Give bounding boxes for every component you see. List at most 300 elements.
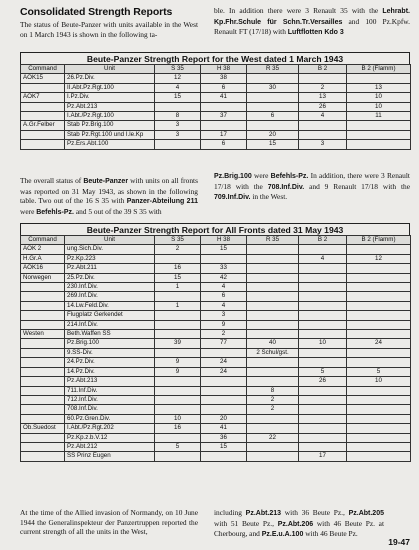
mid-paragraph-left bbox=[20, 176, 198, 217]
table2-unit-cell: 9.SS-Div. bbox=[65, 348, 155, 357]
table1-title: Beute-Panzer Strength Report for the West dated 1 March 1943 bbox=[20, 52, 410, 65]
table2-unit-cell: 711.Inf.Div. bbox=[65, 386, 155, 395]
table2-value-cell bbox=[347, 424, 411, 433]
table2-command-cell: Ob.Suedost bbox=[21, 424, 65, 433]
table2-value-cell bbox=[247, 358, 299, 367]
table2-value-cell bbox=[299, 386, 347, 395]
table2-command-cell bbox=[21, 358, 65, 367]
table2-value-cell: 9 bbox=[155, 367, 201, 376]
table2-value-cell: 9 bbox=[155, 358, 201, 367]
table2-value-cell: 15 bbox=[201, 245, 247, 254]
table2-row bbox=[21, 292, 411, 301]
table1-value-cell: 13 bbox=[299, 93, 347, 102]
table2-unit-cell: Pz.Abt.212 bbox=[65, 442, 155, 451]
table2-row bbox=[21, 264, 411, 273]
table1-value-cell bbox=[247, 102, 299, 111]
table2-value-cell bbox=[347, 311, 411, 320]
table2-value-cell bbox=[347, 405, 411, 414]
table2-title: Beute-Panzer Strength Report for All Fronts dated 31 May 1943 bbox=[20, 223, 410, 236]
table1-value-cell bbox=[247, 74, 299, 83]
mid-left-text-g: and 5 out of the 39 S 35 with bbox=[75, 206, 162, 216]
table1-value-cell: 20 bbox=[247, 130, 299, 139]
table1-command-cell bbox=[21, 102, 65, 111]
table2-unit-cell: I.Abt./Pz.Rgt.202 bbox=[65, 424, 155, 433]
table2-row bbox=[21, 254, 411, 263]
table2-row bbox=[21, 245, 411, 254]
table2-value-cell bbox=[247, 311, 299, 320]
table2-unit-cell: Pz.Kp.223 bbox=[65, 254, 155, 263]
table2-row bbox=[21, 405, 411, 414]
table2-value-cell bbox=[247, 264, 299, 273]
mid-left-bold-f: Befehls-Pz. bbox=[36, 208, 74, 216]
table1-value-cell: 13 bbox=[347, 83, 411, 92]
table2-value-cell bbox=[299, 301, 347, 310]
table2-command-cell: Norwegen bbox=[21, 273, 65, 282]
bottom-right-bold-h: Pz.E.u.A.100 bbox=[261, 531, 304, 539]
table2-command-cell bbox=[21, 395, 65, 404]
table2-unit-cell: 14.Lw.Feld.Div. bbox=[65, 301, 155, 310]
table2-row bbox=[21, 358, 411, 367]
table2-unit-cell: Beth.Waffen SS bbox=[65, 330, 155, 339]
table2-value-cell: 5 bbox=[347, 367, 411, 376]
intro-right-text-c: and 100 Pz.Kpfw. Renault FT (17/18) with bbox=[214, 16, 410, 37]
table1-grid bbox=[20, 64, 411, 150]
table2-value-cell: 24 bbox=[347, 339, 411, 348]
table1-value-cell: 37 bbox=[201, 112, 247, 121]
table1-unit-cell: Stab Pz.Rgt.100 und I.le.Kp bbox=[65, 130, 155, 139]
table2-value-cell bbox=[299, 292, 347, 301]
table2-value-cell: 20 bbox=[201, 414, 247, 423]
table2-header-cell: H 38 bbox=[201, 236, 247, 245]
intro-right-text-a: ble. In addition there were 3 Renault 35 with the bbox=[214, 6, 379, 15]
table1-command-cell bbox=[21, 130, 65, 139]
table1-row bbox=[21, 121, 411, 130]
table2-value-cell: 3 bbox=[201, 311, 247, 320]
table2-unit-cell: 24.Pz.Div. bbox=[65, 358, 155, 367]
table1-value-cell: 4 bbox=[155, 83, 201, 92]
table1-value-cell bbox=[347, 140, 411, 149]
table2-value-cell bbox=[347, 348, 411, 357]
table2-value-cell: 10 bbox=[155, 414, 201, 423]
table2-row bbox=[21, 311, 411, 320]
table1-command-cell bbox=[21, 83, 65, 92]
bottom-right-bold-b: Pz.Abt.213 bbox=[245, 510, 282, 517]
table1-command-cell bbox=[21, 112, 65, 121]
table2-row bbox=[21, 424, 411, 433]
mid-right-bold-g: 709.Inf.Div. bbox=[214, 194, 251, 202]
mid-right-bold-a: Pz.Brig.100 bbox=[214, 173, 252, 180]
mid-left-bold-d: Panzer-Abteilung 211 bbox=[126, 198, 198, 206]
table2-value-cell bbox=[155, 452, 201, 461]
table2-value-cell bbox=[347, 442, 411, 451]
table1-value-cell: 3 bbox=[155, 121, 201, 130]
table2-row bbox=[21, 395, 411, 404]
table1-value-cell: 15 bbox=[155, 93, 201, 102]
table2-value-cell bbox=[247, 452, 299, 461]
table1-value-cell: 6 bbox=[201, 83, 247, 92]
table2-value-cell: 5 bbox=[155, 442, 201, 451]
table2-value-cell: 10 bbox=[347, 377, 411, 386]
table2-command-cell: AOK16 bbox=[21, 264, 65, 273]
table2-unit-cell: 230.Inf.Div. bbox=[65, 283, 155, 292]
table2-value-cell bbox=[299, 414, 347, 423]
table2-command-cell bbox=[21, 283, 65, 292]
table2-row bbox=[21, 377, 411, 386]
table2-value-cell bbox=[247, 330, 299, 339]
table1-value-cell bbox=[299, 121, 347, 130]
table2-unit-cell: Pz.Kp.z.b.V.12 bbox=[65, 433, 155, 442]
table2-value-cell bbox=[347, 301, 411, 310]
table2-value-cell bbox=[347, 283, 411, 292]
table1-unit-cell: Pz.Ers.Abt.100 bbox=[65, 140, 155, 149]
table2-header-cell: B 2 (Flamm) bbox=[347, 236, 411, 245]
mid-left-text-a: The overall status of bbox=[20, 176, 82, 185]
table1-value-cell bbox=[347, 130, 411, 139]
table2-value-cell bbox=[155, 433, 201, 442]
table2-value-cell bbox=[247, 273, 299, 282]
table1-value-cell: 41 bbox=[201, 93, 247, 102]
table2-header-cell: B 2 bbox=[299, 236, 347, 245]
table2-command-cell bbox=[21, 311, 65, 320]
table2-value-cell bbox=[155, 405, 201, 414]
intro-right-unit-d: Luftflotten Kdo 3 bbox=[287, 29, 344, 37]
bottom-paragraph-right bbox=[214, 508, 384, 540]
table2-row bbox=[21, 283, 411, 292]
table2-command-cell: AOK 2 bbox=[21, 245, 65, 254]
table2-value-cell bbox=[347, 358, 411, 367]
table2-unit-cell: Flugplatz Gerkendet bbox=[65, 311, 155, 320]
bottom-paragraph-left bbox=[20, 508, 198, 537]
table2-row bbox=[21, 433, 411, 442]
bottom-right-text-e: with 51 Beute Pz., bbox=[214, 518, 274, 528]
table2-value-cell bbox=[347, 292, 411, 301]
table2-value-cell: 6 bbox=[201, 292, 247, 301]
table2-value-cell bbox=[201, 348, 247, 357]
table2-value-cell: 36 bbox=[201, 433, 247, 442]
table2-value-cell bbox=[247, 414, 299, 423]
table2-unit-cell: 269.Inf.Div. bbox=[65, 292, 155, 301]
table1-command-cell: AOK15 bbox=[21, 74, 65, 83]
table1-value-cell: 11 bbox=[347, 112, 411, 121]
mid-left-text-e: were bbox=[20, 206, 35, 216]
table2-value-cell bbox=[247, 245, 299, 254]
table2-unit-cell: Pz.Abt.211 bbox=[65, 264, 155, 273]
table2-command-cell bbox=[21, 339, 65, 348]
table1-unit-cell: I.Abt./Pz.Rgt.100 bbox=[65, 112, 155, 121]
intro-paragraph-right bbox=[214, 6, 410, 38]
table1-value-cell: 6 bbox=[247, 112, 299, 121]
table2-row bbox=[21, 452, 411, 461]
bottom-right-text-i: with 46 Beute Pz. bbox=[305, 529, 358, 539]
table1-row bbox=[21, 93, 411, 102]
table2-value-cell: 15 bbox=[155, 273, 201, 282]
table2-unit-cell: SS Prinz Eugen bbox=[65, 452, 155, 461]
table2-value-cell bbox=[155, 348, 201, 357]
table2-header-cell: S 35 bbox=[155, 236, 201, 245]
table1-unit-cell: Pz.Abt.213 bbox=[65, 102, 155, 111]
table2-row bbox=[21, 273, 411, 282]
table2-value-cell: 4 bbox=[201, 301, 247, 310]
table2-unit-cell: ung.Sich.Div. bbox=[65, 245, 155, 254]
table2-value-cell: 8 bbox=[247, 386, 299, 395]
table2-value-cell: 1 bbox=[155, 301, 201, 310]
table2-value-cell bbox=[299, 330, 347, 339]
table2-unit-cell: 25.Pz.Div. bbox=[65, 273, 155, 282]
table2-value-cell: 2 bbox=[247, 395, 299, 404]
table2-value-cell bbox=[299, 442, 347, 451]
intro-paragraph-left bbox=[20, 20, 198, 39]
table2-row bbox=[21, 339, 411, 348]
table2-value-cell: 2 Schul/gst. bbox=[247, 348, 299, 357]
table2-row bbox=[21, 348, 411, 357]
table1-value-cell: 8 bbox=[155, 112, 201, 121]
table1-unit-cell: Stab Pz.Brig.100 bbox=[65, 121, 155, 130]
table2-command-cell bbox=[21, 367, 65, 376]
table2-value-cell bbox=[299, 395, 347, 404]
table2-value-cell bbox=[347, 264, 411, 273]
table2-row bbox=[21, 367, 411, 376]
table2-header-cell: Command bbox=[21, 236, 65, 245]
table2-row bbox=[21, 301, 411, 310]
table2-value-cell bbox=[299, 320, 347, 329]
table2-row bbox=[21, 442, 411, 451]
table1-row bbox=[21, 130, 411, 139]
table1-command-cell: AOK7 bbox=[21, 93, 65, 102]
table2-value-cell: 4 bbox=[299, 254, 347, 263]
table2-value-cell bbox=[299, 433, 347, 442]
table2-value-cell bbox=[347, 273, 411, 282]
table2-command-cell bbox=[21, 292, 65, 301]
table1-value-cell: 38 bbox=[201, 74, 247, 83]
table1-command-cell: A.Gr.Felber bbox=[21, 121, 65, 130]
table2-header-cell: Unit bbox=[65, 236, 155, 245]
table1-header-cell: S 35 bbox=[155, 65, 201, 74]
table2-value-cell bbox=[299, 311, 347, 320]
table1-header-cell: H 38 bbox=[201, 65, 247, 74]
table1-row bbox=[21, 112, 411, 121]
table2-grid bbox=[20, 235, 411, 462]
table1-value-cell: 3 bbox=[155, 130, 201, 139]
table1-value-cell: 6 bbox=[201, 140, 247, 149]
table2-value-cell bbox=[347, 452, 411, 461]
intro-right-unit-a: Lehrabt. Kp.Fhr.Schule für Schn.Tr.Versailles bbox=[214, 8, 410, 26]
table2-command-cell: Westen bbox=[21, 330, 65, 339]
table2-value-cell bbox=[155, 386, 201, 395]
table2-value-cell: 2 bbox=[247, 405, 299, 414]
table2-value-cell: 4 bbox=[201, 283, 247, 292]
table2-command-cell bbox=[21, 301, 65, 310]
table1-value-cell bbox=[247, 121, 299, 130]
bottom-right-text-c: with 36 Beute Pz., bbox=[284, 508, 345, 517]
table2-command-cell bbox=[21, 386, 65, 395]
table1-row bbox=[21, 74, 411, 83]
table2-value-cell: 2 bbox=[201, 330, 247, 339]
table1-command-cell bbox=[21, 140, 65, 149]
table2-row bbox=[21, 320, 411, 329]
table1-value-cell: 26 bbox=[299, 102, 347, 111]
table2-value-cell bbox=[299, 358, 347, 367]
table2-value-cell bbox=[155, 320, 201, 329]
table1-row bbox=[21, 83, 411, 92]
table1-value-cell bbox=[299, 74, 347, 83]
mid-right-text-f: and 9 Renault 17/18 with the bbox=[309, 181, 410, 191]
bottom-left-text: At the time of the Allied invasion of Normandy, on 10 June 1944 the Generalinspekteur der Panzertruppen reported the current strength of all the units in the West, bbox=[20, 508, 198, 537]
table2-unit-cell: Pz.Brig.100 bbox=[65, 339, 155, 348]
table2-value-cell: 33 bbox=[201, 264, 247, 273]
table2-value-cell: 1 bbox=[155, 283, 201, 292]
table2-value-cell bbox=[201, 377, 247, 386]
mid-right-text-d: In addition, there were 3 Renault 17/18 with the bbox=[214, 171, 410, 191]
table1-value-cell: 4 bbox=[299, 112, 347, 121]
table1-value-cell: 15 bbox=[247, 140, 299, 149]
table2-command-cell bbox=[21, 433, 65, 442]
table2-value-cell bbox=[247, 424, 299, 433]
bottom-right-text-a: including bbox=[214, 508, 242, 517]
table2-value-cell: 2 bbox=[155, 245, 201, 254]
table2-value-cell bbox=[299, 283, 347, 292]
table1-value-cell bbox=[247, 93, 299, 102]
table2-value-cell: 16 bbox=[155, 264, 201, 273]
table2-value-cell bbox=[201, 452, 247, 461]
table2-value-cell bbox=[155, 292, 201, 301]
page-number: 19-47 bbox=[388, 537, 410, 547]
table1-header-cell: Command bbox=[21, 65, 65, 74]
table1-value-cell: 10 bbox=[347, 102, 411, 111]
mid-left-bold-b: Beute-Panzer bbox=[83, 178, 129, 185]
table2-value-cell bbox=[347, 245, 411, 254]
table2-value-cell: 10 bbox=[299, 339, 347, 348]
table2-value-cell: 22 bbox=[247, 433, 299, 442]
table2-value-cell bbox=[347, 433, 411, 442]
bottom-right-bold-d: Pz.Abt.205 bbox=[348, 510, 384, 517]
table2-value-cell: 16 bbox=[155, 424, 201, 433]
table2-command-cell bbox=[21, 348, 65, 357]
table2-value-cell: 77 bbox=[201, 339, 247, 348]
table2-value-cell bbox=[299, 405, 347, 414]
table2-value-cell bbox=[299, 273, 347, 282]
table2-value-cell bbox=[247, 254, 299, 263]
bottom-right-bold-f: Pz.Abt.206 bbox=[277, 520, 314, 528]
mid-paragraph-right bbox=[214, 171, 410, 203]
table2-row bbox=[21, 386, 411, 395]
table1-value-cell bbox=[201, 102, 247, 111]
table2-value-cell: 15 bbox=[201, 442, 247, 451]
table2-value-cell bbox=[347, 395, 411, 404]
table2-header-row bbox=[21, 236, 411, 245]
table1-value-cell bbox=[155, 102, 201, 111]
table1-unit-cell: I.Pz.Div. bbox=[65, 93, 155, 102]
mid-left-text-c: with units on all fronts was reported on 31 May 1943, as shown in the following table. Two out of the 16 S 35 with bbox=[20, 176, 198, 206]
mid-right-bold-e: 708.Inf.Div. bbox=[267, 183, 305, 191]
table2-unit-cell: 712.Inf.Div. bbox=[65, 395, 155, 404]
table1-value-cell bbox=[299, 130, 347, 139]
table2-value-cell bbox=[247, 283, 299, 292]
table2-header-cell: R 35 bbox=[247, 236, 299, 245]
table1-value-cell: 2 bbox=[299, 83, 347, 92]
table2-value-cell bbox=[155, 377, 201, 386]
table2-value-cell bbox=[347, 414, 411, 423]
table1-unit-cell: 26.Pz.Div. bbox=[65, 74, 155, 83]
table2-value-cell bbox=[201, 386, 247, 395]
table1-row bbox=[21, 140, 411, 149]
table1-value-cell bbox=[201, 121, 247, 130]
mid-right-bold-c: Befehls-Pz. bbox=[270, 173, 309, 180]
table2-unit-cell: Pz.Abt.213 bbox=[65, 377, 155, 386]
table2-value-cell bbox=[347, 386, 411, 395]
table2-unit-cell: 60.Pz.Gren.Div. bbox=[65, 414, 155, 423]
table2-value-cell bbox=[155, 254, 201, 263]
table1-value-cell bbox=[155, 140, 201, 149]
table2-value-cell bbox=[247, 377, 299, 386]
table1-header-cell: B 2 (Flamm) bbox=[347, 65, 411, 74]
table2-value-cell: 41 bbox=[201, 424, 247, 433]
table2-value-cell: 9 bbox=[201, 320, 247, 329]
table1-header-cell: B 2 bbox=[299, 65, 347, 74]
table2-command-cell bbox=[21, 414, 65, 423]
table2-value-cell bbox=[247, 320, 299, 329]
table2-command-cell bbox=[21, 405, 65, 414]
page-heading: Consolidated Strength Reports bbox=[20, 6, 173, 18]
table2-value-cell: 26 bbox=[299, 377, 347, 386]
table2-value-cell: 24 bbox=[201, 358, 247, 367]
mid-right-text-b: were bbox=[254, 171, 269, 180]
table1-value-cell bbox=[347, 121, 411, 130]
table2-unit-cell: 214.Inf.Div. bbox=[65, 320, 155, 329]
table2-unit-cell: 708.Inf.Div. bbox=[65, 405, 155, 414]
table1-row bbox=[21, 102, 411, 111]
table2-value-cell: 40 bbox=[247, 339, 299, 348]
table2-row bbox=[21, 330, 411, 339]
table2-value-cell bbox=[299, 245, 347, 254]
table2-value-cell bbox=[201, 395, 247, 404]
table1-value-cell: 3 bbox=[299, 140, 347, 149]
table2-command-cell bbox=[21, 452, 65, 461]
table2-value-cell bbox=[201, 405, 247, 414]
table2-value-cell bbox=[247, 367, 299, 376]
table2-command-cell bbox=[21, 377, 65, 386]
table1-value-cell: 10 bbox=[347, 93, 411, 102]
table1-value-cell bbox=[347, 74, 411, 83]
table2-value-cell bbox=[155, 330, 201, 339]
table2-value-cell: 5 bbox=[299, 367, 347, 376]
table2-value-cell: 12 bbox=[347, 254, 411, 263]
table1-value-cell: 17 bbox=[201, 130, 247, 139]
table1-value-cell: 12 bbox=[155, 74, 201, 83]
table2-value-cell bbox=[299, 424, 347, 433]
table1-value-cell: 30 bbox=[247, 83, 299, 92]
table1-header-cell: Unit bbox=[65, 65, 155, 74]
table2-value-cell bbox=[347, 320, 411, 329]
table2-value-cell bbox=[299, 264, 347, 273]
table2-command-cell bbox=[21, 442, 65, 451]
table2-unit-cell: 14.Pz.Div. bbox=[65, 367, 155, 376]
table1-header-row bbox=[21, 65, 411, 74]
table2-value-cell: 17 bbox=[299, 452, 347, 461]
table1-unit-cell: II.Abt.Pz.Rgt.100 bbox=[65, 83, 155, 92]
table2-row bbox=[21, 414, 411, 423]
table2-value-cell: 39 bbox=[155, 339, 201, 348]
table2-value-cell bbox=[155, 311, 201, 320]
bottom-right-text-g: with 46 Beute Pz. at Cherbourg, and bbox=[214, 518, 384, 539]
table2-value-cell bbox=[247, 292, 299, 301]
table2-command-cell bbox=[21, 320, 65, 329]
table2-value-cell bbox=[299, 348, 347, 357]
intro-left-text: The status of Beute-Panzer with units available in the West on 1 March 1943 is shown in the following ta- bbox=[20, 20, 198, 39]
table2-value-cell bbox=[247, 301, 299, 310]
table2-value-cell: 24 bbox=[201, 367, 247, 376]
mid-right-text-h: in the West. bbox=[252, 192, 288, 202]
table2-value-cell bbox=[155, 395, 201, 404]
